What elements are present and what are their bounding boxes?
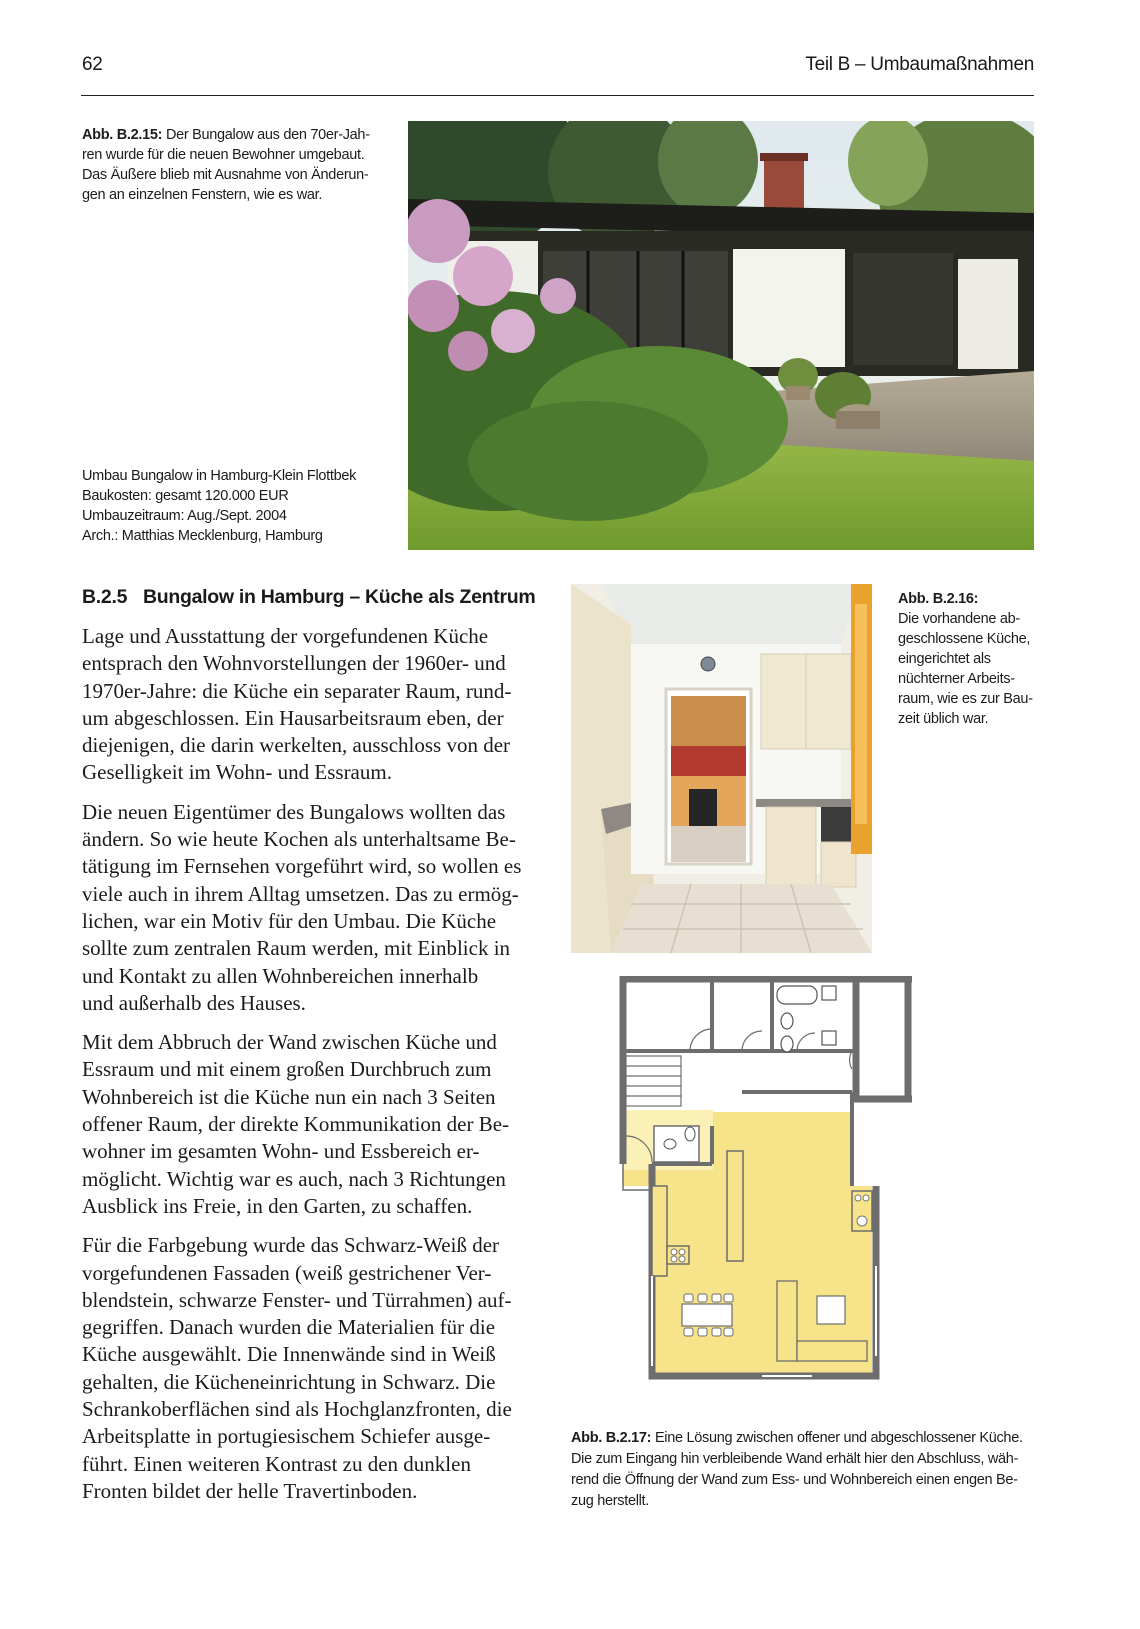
- figure-caption-b217: [571, 1428, 1039, 1512]
- text-line: Die neuen Eigentümer des Bungalows wollten das: [82, 799, 506, 824]
- text-line: und außerhalb des Hauses.: [82, 990, 306, 1015]
- text-line: und Kontakt zu allen Wohnbereichen innerhalb: [82, 963, 479, 988]
- text-line: entsprach den Wohnvorstellungen der 1960er- und: [82, 651, 506, 676]
- text-line: Lage und Ausstattung der vorgefundenen Küche: [82, 624, 489, 648]
- bungalow-exterior-photo: [408, 121, 1034, 550]
- project-info-line: Baukosten: gesamt 120.000 EUR: [82, 488, 289, 504]
- body-text: [82, 623, 544, 1517]
- text-line: Küche ausgewählt. Die Innenwände sind in Weiß: [82, 1342, 496, 1367]
- text-line: viele auch in ihrem Alltag umsetzen. Das zu ermög-: [82, 881, 519, 906]
- caption-line: Die zum Eingang hin verbleibende Wand erhält hier den Abschluss, wäh-: [571, 1451, 1019, 1467]
- text-line: Essraum und mit einem großen Durchbruch zum: [82, 1057, 492, 1082]
- text-line: offener Raum, der direkte Kommunikation der Be-: [82, 1112, 510, 1137]
- caption-line: geschlossene Küche,: [898, 631, 1031, 647]
- text-line: gegriffen. Danach wurden die Materialien für die: [82, 1315, 496, 1340]
- text-line: Für die Farbgebung wurde das Schwarz-Weiß der: [82, 1233, 500, 1258]
- running-header: Teil B – Umbaumaßnahmen: [805, 54, 1034, 75]
- page-number: 62: [82, 54, 103, 75]
- caption-line: Der Bungalow aus den 70er-Jah-: [165, 127, 370, 143]
- project-info-line: Umbauzeitraum: Aug./Sept. 2004: [82, 508, 287, 524]
- text-line: blendstein, schwarze Fenster- und Türrahmen) auf-: [82, 1287, 512, 1312]
- section-heading: [82, 586, 535, 609]
- text-line: gehalten, die Kücheneinrichtung in Schwarz. Die: [82, 1369, 496, 1394]
- text-line: ändern. So wie heute Kochen als unterhaltsame Be-: [82, 827, 516, 852]
- caption-line: Eine Lösung zwischen offener und abgeschlossener Küche.: [654, 1430, 1023, 1446]
- project-info-line: Umbau Bungalow in Hamburg-Klein Flottbek: [82, 468, 357, 484]
- text-line: vorgefundenen Fassaden (weiß gestrichener Ver-: [82, 1260, 492, 1285]
- figure-label: Abb. B.2.15:: [82, 127, 163, 143]
- floor-plan: [612, 976, 912, 1390]
- caption-line: Das Äußere blieb mit Ausnahme von Änderun-: [82, 167, 369, 183]
- body-paragraph: [82, 799, 544, 1017]
- caption-line: rend die Öffnung der Wand zum Ess- und Wohnbereich einen engen Be-: [571, 1472, 1018, 1488]
- caption-line: Die vorhandene ab-: [898, 611, 1020, 627]
- text-line: Schrankoberflächen sind als Hochglanzfronten, die: [82, 1397, 512, 1422]
- figure-caption-b216: [898, 589, 1038, 729]
- text-line: Geselligkeit im Wohn- und Essraum.: [82, 760, 392, 785]
- figure-caption-b215: [82, 125, 382, 205]
- caption-line: eingerichtet als: [898, 651, 991, 667]
- figure-label: Abb. B.2.17:: [571, 1430, 652, 1446]
- body-paragraph: [82, 1232, 544, 1505]
- text-line: sollte zum zentralen Raum werden, mit Einblick in: [82, 936, 511, 961]
- figure-label: Abb. B.2.16:: [898, 591, 979, 607]
- text-line: um abgeschlossen. Ein Hausarbeitsraum eben, der: [82, 705, 504, 730]
- text-line: Arbeitsplatte in portugiesischem Schiefer ausge-: [82, 1424, 491, 1449]
- body-paragraph: [82, 623, 544, 787]
- text-line: Mit dem Abbruch der Wand zwischen Küche und: [82, 1030, 497, 1055]
- caption-line: nüchterner Arbeits-: [898, 671, 1015, 687]
- header-rule: [81, 95, 1034, 96]
- caption-line: raum, wie es zur Bau-: [898, 691, 1033, 707]
- caption-line: ren wurde für die neuen Bewohner umgebaut.: [82, 147, 365, 163]
- project-info: [82, 466, 387, 546]
- text-line: Wohnbereich ist die Küche nun ein nach 3 Seiten: [82, 1084, 496, 1109]
- caption-line: zug herstellt.: [571, 1493, 650, 1509]
- text-line: wohner im gesamten Wohn- und Essbereich er-: [82, 1139, 480, 1164]
- project-info-line: Arch.: Matthias Mecklenburg, Hamburg: [82, 528, 323, 544]
- text-line: möglicht. Wichtig war es auch, nach 3 Richtungen: [82, 1166, 506, 1191]
- text-line: führt. Einen weiteren Kontrast zu den dunklen: [82, 1451, 471, 1476]
- caption-line: gen an einzelnen Fenstern, wie es war.: [82, 187, 323, 203]
- text-line: tätigung im Fernsehen vorgeführt wird, so wollen es: [82, 854, 522, 879]
- caption-line: zeit üblich war.: [898, 711, 989, 727]
- body-paragraph: [82, 1029, 544, 1220]
- kitchen-interior-photo: [571, 584, 872, 953]
- text-line: diejenigen, die darin werkelten, ausschloss von der: [82, 733, 511, 758]
- section-title: Bungalow in Hamburg – Küche als Zentrum: [143, 586, 536, 608]
- section-number: B.2.5: [82, 586, 128, 608]
- text-line: lichen, war ein Motiv für den Umbau. Die Küche: [82, 908, 497, 933]
- text-line: Ausblick ins Freie, in den Garten, zu schaffen.: [82, 1193, 473, 1218]
- text-line: 1970er-Jahre: die Küche ein separater Raum, rund-: [82, 678, 512, 703]
- text-line: Fronten bildet der helle Travertinboden.: [82, 1478, 418, 1503]
